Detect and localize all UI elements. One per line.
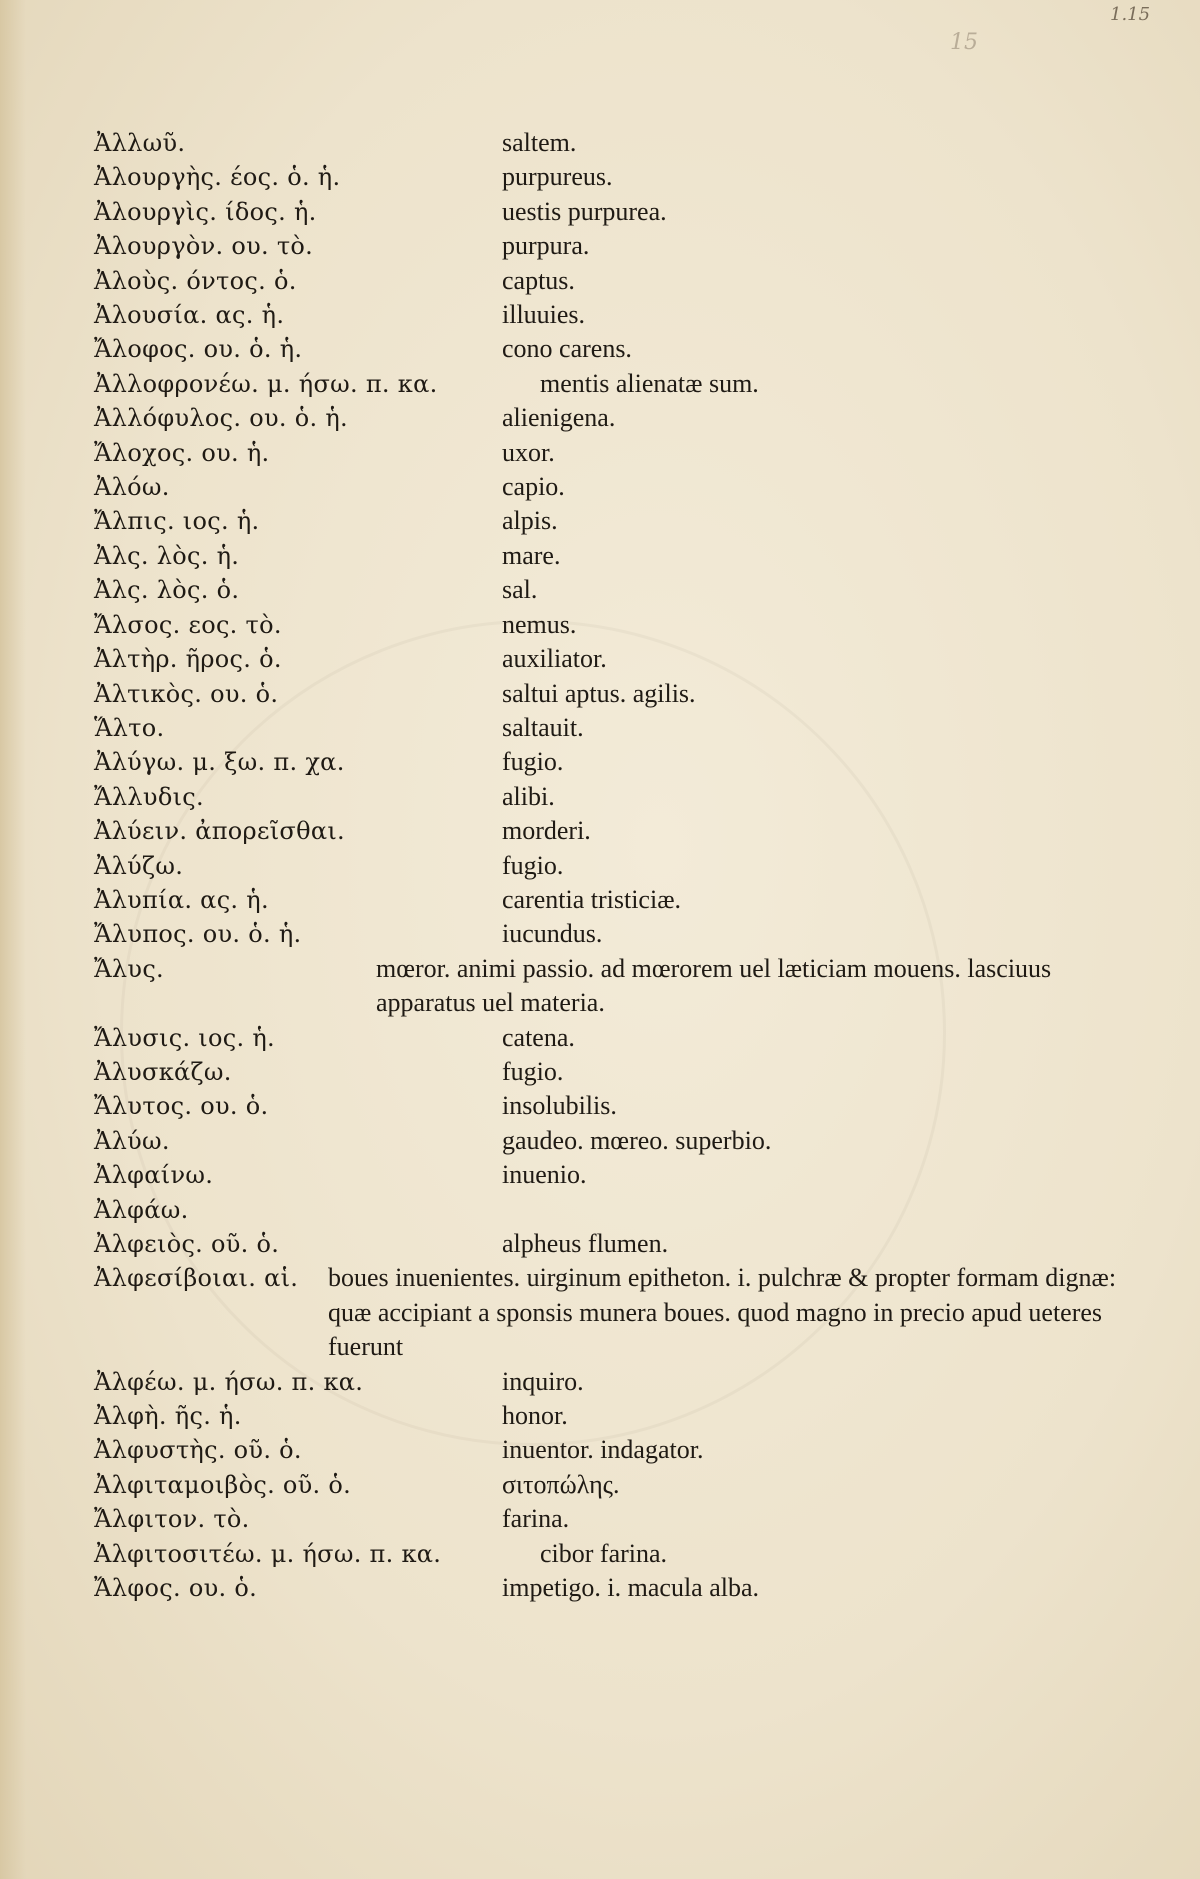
dictionary-entry bbox=[94, 539, 1124, 573]
dictionary-entry bbox=[94, 332, 1124, 366]
latin-gloss: nemus. bbox=[502, 609, 577, 639]
latin-gloss: alpis. bbox=[502, 506, 558, 536]
greek-headword: Ἀλοὺς. όντος. ὁ. bbox=[94, 266, 297, 295]
latin-gloss: alienigena. bbox=[502, 403, 616, 433]
greek-headword: Ἅλτο. bbox=[94, 713, 165, 742]
greek-headword: Ἄλυτος. ου. ὁ. bbox=[94, 1092, 269, 1121]
latin-gloss: purpureus. bbox=[502, 162, 613, 192]
dictionary-entry bbox=[94, 814, 1124, 848]
dictionary-entry bbox=[94, 677, 1124, 711]
greek-headword: Ἀλφιτοσιτέω. μ. ήσω. π. κα. bbox=[94, 1539, 442, 1568]
latin-gloss: uestis purpurea. bbox=[502, 196, 667, 226]
dictionary-entry bbox=[94, 1089, 1124, 1123]
latin-gloss: capio. bbox=[502, 472, 565, 502]
dictionary-entry bbox=[94, 642, 1124, 676]
dictionary-entry bbox=[94, 780, 1124, 814]
greek-headword: Ἀλυπία. ας. ἡ. bbox=[94, 885, 269, 914]
latin-gloss: farina. bbox=[502, 1504, 570, 1534]
dictionary-entry bbox=[94, 470, 1124, 504]
greek-headword: Ἄλσος. εος. τὸ. bbox=[94, 610, 282, 639]
dictionary-entry bbox=[94, 367, 1124, 401]
greek-headword: Ἀλφιταμοιβὸς. οῦ. ὁ. bbox=[94, 1470, 352, 1499]
dictionary-entry bbox=[94, 1158, 1124, 1192]
greek-headword: Ἄλυς. bbox=[94, 954, 164, 983]
greek-headword: Ἀλυσκάζω. bbox=[94, 1057, 232, 1086]
latin-gloss: illuuies. bbox=[502, 300, 586, 330]
latin-gloss: fugio. bbox=[502, 850, 564, 880]
dictionary-entry bbox=[94, 504, 1124, 538]
dictionary-entry bbox=[94, 883, 1124, 917]
greek-headword: Ἄλοχος. ου. ἡ. bbox=[94, 438, 270, 467]
dictionary-entry bbox=[94, 745, 1124, 779]
dictionary-entry bbox=[94, 1571, 1124, 1605]
latin-gloss: uxor. bbox=[502, 437, 555, 467]
greek-headword: Ἀλύειν. ἀπορεῖσθαι. bbox=[94, 817, 345, 846]
dictionary-entry bbox=[94, 264, 1124, 298]
greek-headword: Ἄλφος. ου. ὁ. bbox=[94, 1574, 258, 1603]
dictionary-entry bbox=[94, 1537, 1124, 1571]
latin-gloss: carentia tristiciæ. bbox=[502, 884, 682, 914]
dictionary-entry bbox=[94, 298, 1124, 332]
latin-gloss: mare. bbox=[502, 540, 561, 570]
latin-gloss: morderi. bbox=[502, 816, 591, 846]
dictionary-entry bbox=[94, 401, 1124, 435]
latin-gloss: honor. bbox=[502, 1401, 568, 1431]
greek-headword: Ἄλλυδις. bbox=[94, 782, 204, 811]
dictionary-entry bbox=[94, 160, 1124, 194]
greek-headword: Ἀλλόφυλος. ου. ὁ. ἡ. bbox=[94, 404, 348, 433]
latin-gloss: σιτοπώλης. bbox=[502, 1469, 620, 1499]
greek-headword: Ἀλουσία. ας. ἡ. bbox=[94, 301, 285, 330]
latin-gloss: fugio. bbox=[502, 747, 564, 777]
dictionary-entry bbox=[94, 608, 1124, 642]
dictionary-entry bbox=[94, 952, 1124, 1021]
dictionary-entry bbox=[94, 1124, 1124, 1158]
latin-gloss: gaudeo. mœreo. superbio. bbox=[502, 1125, 772, 1155]
greek-headword: Ἀλύγω. μ. ξω. π. χα. bbox=[94, 748, 345, 777]
dictionary-entry bbox=[94, 1261, 1124, 1364]
dictionary-entry bbox=[94, 711, 1124, 745]
greek-headword: Ἄλφιτον. τὸ. bbox=[94, 1505, 250, 1534]
folio-number: 1.15 bbox=[1110, 4, 1151, 25]
greek-headword: Ἄλυπος. ου. ὁ. ἡ. bbox=[94, 920, 302, 949]
greek-headword: Ἀλφάω. bbox=[94, 1195, 189, 1224]
dictionary-entries bbox=[94, 126, 1124, 1605]
greek-headword: Ἀλύζω. bbox=[94, 851, 184, 880]
greek-headword: Ἀλς. λὸς. ὁ. bbox=[94, 576, 240, 605]
greek-headword: Ἄλυσις. ιος. ἡ. bbox=[94, 1023, 275, 1052]
latin-gloss: alibi. bbox=[502, 781, 555, 811]
greek-headword: Ἄλπις. ιος. ἡ. bbox=[94, 507, 260, 536]
latin-gloss: iucundus. bbox=[502, 919, 603, 949]
dictionary-entry bbox=[94, 917, 1124, 951]
latin-gloss: saltem. bbox=[502, 128, 577, 157]
dictionary-entry bbox=[94, 1399, 1124, 1433]
dictionary-entry bbox=[94, 1227, 1124, 1261]
dictionary-entry bbox=[94, 1365, 1124, 1399]
pencil-folio-mark: 15 bbox=[950, 30, 978, 55]
greek-headword: Ἀλουργὸν. ου. τὸ. bbox=[94, 232, 314, 261]
latin-gloss: sal. bbox=[502, 575, 538, 605]
latin-gloss: auxiliator. bbox=[502, 644, 607, 674]
latin-gloss: captus. bbox=[502, 265, 575, 295]
greek-headword: Ἀλλοφρονέω. μ. ήσω. π. κα. bbox=[94, 369, 438, 398]
latin-gloss: inuentor. indagator. bbox=[502, 1435, 704, 1465]
dictionary-entry bbox=[94, 126, 1124, 160]
latin-gloss: inuenio. bbox=[502, 1160, 587, 1190]
dictionary-entry bbox=[94, 573, 1124, 607]
latin-gloss: alpheus flumen. bbox=[502, 1228, 669, 1258]
greek-headword: Ἀλουργὶς. ίδος. ἡ. bbox=[94, 197, 317, 226]
dictionary-entry bbox=[94, 229, 1124, 263]
dictionary-entry bbox=[94, 849, 1124, 883]
latin-gloss: boues inuenientes. uirginum epitheton. i. pulchræ & propter formam dignæ: quæ accipiant a sponsis munera boues. quod magno in precio apud ueteres fuerunt bbox=[328, 1263, 1117, 1362]
dictionary-entry bbox=[94, 436, 1124, 470]
greek-headword: Ἀλφειὸς. οῦ. ὁ. bbox=[94, 1229, 280, 1258]
dictionary-entry bbox=[94, 1193, 1124, 1227]
latin-gloss: cono carens. bbox=[502, 334, 632, 364]
greek-headword: Ἀλόω. bbox=[94, 473, 170, 502]
greek-headword: Ἀλτικὸς. ου. ὁ. bbox=[94, 679, 279, 708]
greek-headword: Ἀλλωῦ. bbox=[94, 129, 186, 157]
latin-gloss: inquiro. bbox=[502, 1366, 584, 1396]
latin-gloss: mentis alienatæ sum. bbox=[540, 368, 759, 398]
dictionary-entry bbox=[94, 195, 1124, 229]
greek-headword: Ἀλφέω. μ. ήσω. π. κα. bbox=[94, 1367, 364, 1396]
latin-gloss: saltui aptus. agilis. bbox=[502, 678, 696, 708]
latin-gloss: saltauit. bbox=[502, 712, 584, 742]
greek-headword: Ἀλφεσίβοιαι. αἱ. bbox=[94, 1264, 299, 1293]
dictionary-entry bbox=[94, 1502, 1124, 1536]
greek-headword: Ἀλφὴ. ῆς. ἡ. bbox=[94, 1402, 242, 1431]
latin-gloss: catena. bbox=[502, 1022, 575, 1052]
greek-headword: Ἀλφυστὴς. οῦ. ὁ. bbox=[94, 1436, 302, 1465]
latin-gloss: mœror. animi passio. ad mœrorem uel læticiam mouens. lasciuus apparatus uel materia. bbox=[376, 953, 1052, 1018]
latin-gloss: fugio. bbox=[502, 1056, 564, 1086]
greek-headword: Ἀλφαίνω. bbox=[94, 1161, 214, 1190]
dictionary-entry bbox=[94, 1468, 1124, 1502]
latin-gloss: purpura. bbox=[502, 231, 590, 261]
dictionary-entry bbox=[94, 1055, 1124, 1089]
latin-gloss: cibor farina. bbox=[540, 1538, 668, 1568]
greek-headword: Ἄλοφος. ου. ὁ. ἡ. bbox=[94, 335, 303, 364]
dictionary-entry bbox=[94, 1433, 1124, 1467]
dictionary-entry bbox=[94, 1021, 1124, 1055]
greek-headword: Ἀλουργὴς. έος. ὁ. ἡ. bbox=[94, 163, 341, 192]
latin-gloss: impetigo. i. macula alba. bbox=[502, 1573, 760, 1603]
latin-gloss: insolubilis. bbox=[502, 1091, 617, 1121]
greek-headword: Ἀλτὴρ. ῆρος. ὁ. bbox=[94, 645, 282, 674]
greek-headword: Ἀλύω. bbox=[94, 1126, 170, 1155]
greek-headword: Ἀλς. λὸς. ἡ. bbox=[94, 541, 240, 570]
